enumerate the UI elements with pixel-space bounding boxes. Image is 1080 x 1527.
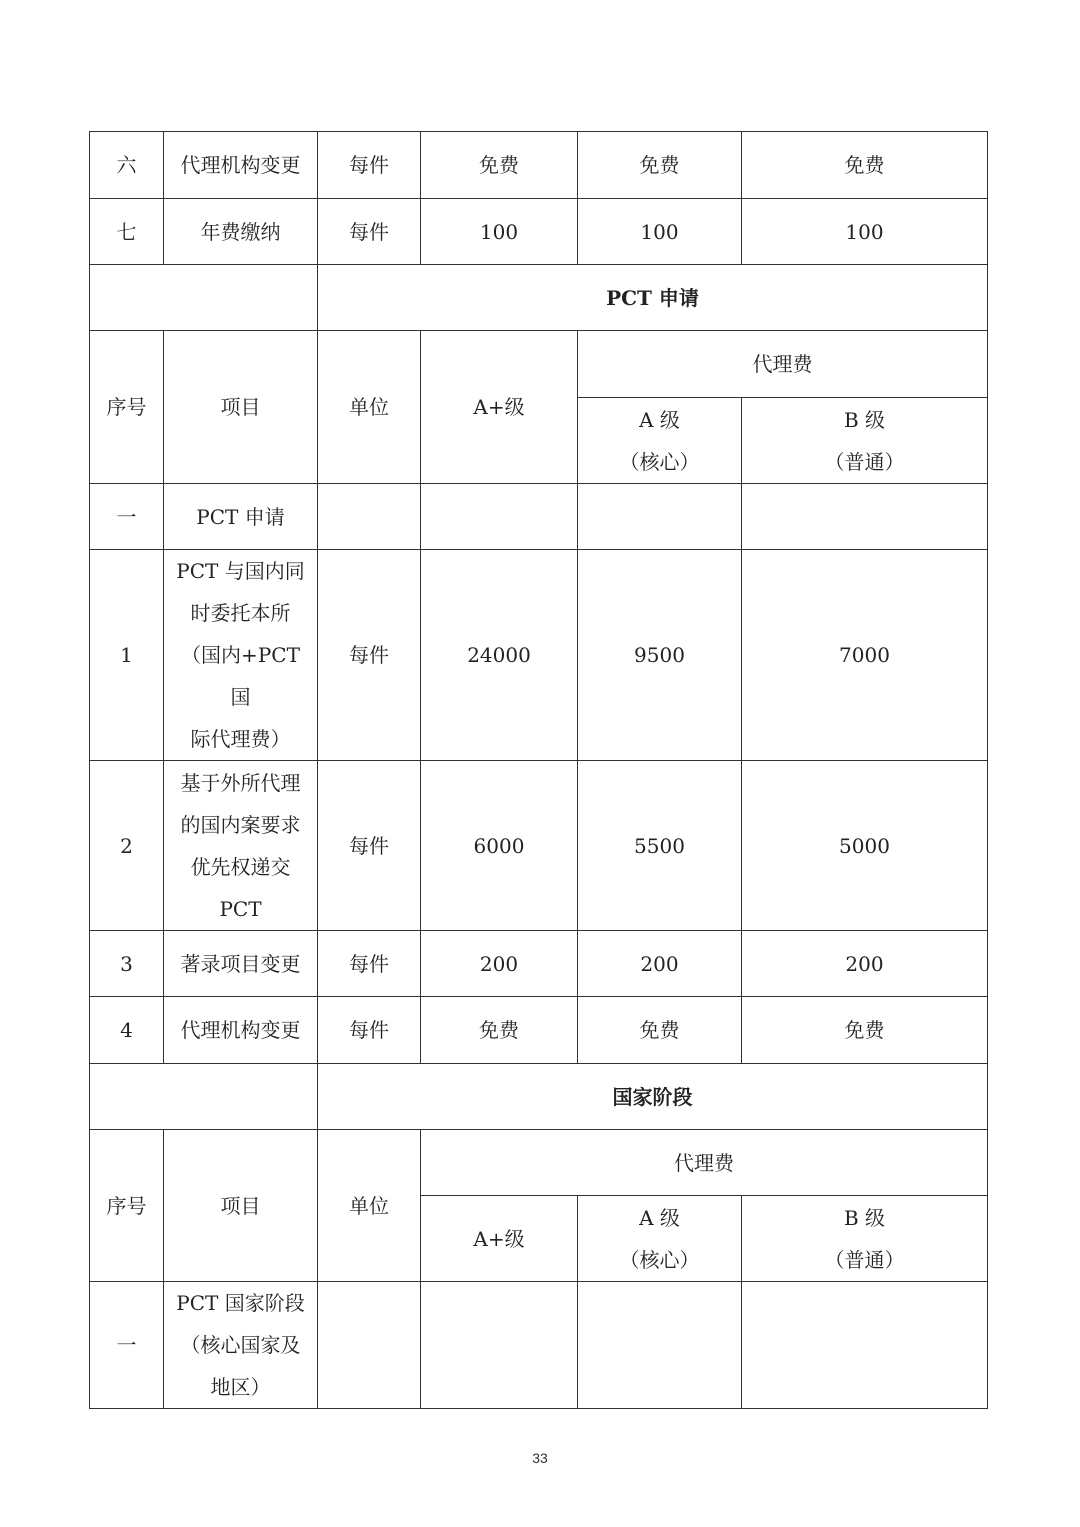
blank-cell — [318, 484, 421, 550]
blank-cell — [421, 1282, 578, 1409]
group-number: 一 — [90, 484, 164, 550]
row-item-line: 时委托本所 — [190, 601, 291, 625]
row-item-line: （国内+PCT 国 — [181, 643, 300, 709]
group-row — [90, 1282, 988, 1409]
row-fee-a-plus: 免费 — [421, 132, 578, 199]
row-number: 七 — [90, 199, 164, 265]
header-unit: 单位 — [318, 1130, 421, 1282]
header-a-plus: A+级 — [421, 331, 578, 484]
row-fee-a: 200 — [578, 931, 742, 997]
fee-table — [89, 131, 988, 1409]
row-number: 1 — [90, 550, 164, 761]
table-row — [90, 997, 988, 1064]
group-item — [164, 1282, 318, 1409]
blank-cell — [742, 484, 988, 550]
header-unit: 单位 — [318, 331, 421, 484]
row-item-line: 的国内案要求 — [180, 812, 301, 837]
header-b-line1: B 级 — [843, 1205, 886, 1230]
header-a-line1: A 级 — [639, 1205, 680, 1230]
header-row — [90, 1130, 988, 1196]
table-row — [90, 132, 988, 199]
row-number: 4 — [90, 997, 164, 1064]
blank-cell — [90, 265, 318, 331]
row-number: 六 — [90, 132, 164, 199]
row-fee-a-plus: 6000 — [421, 761, 578, 931]
blank-cell — [742, 1282, 988, 1409]
header-number: 序号 — [90, 1130, 164, 1282]
section-title-row — [90, 265, 988, 331]
row-fee-b: 免费 — [742, 132, 988, 199]
row-fee-b: 200 — [742, 931, 988, 997]
row-item: 代理机构变更 — [164, 997, 318, 1064]
row-item: 年费缴纳 — [164, 199, 318, 265]
header-b — [742, 398, 988, 484]
blank-cell — [578, 484, 742, 550]
header-a-line1: A 级 — [639, 407, 680, 432]
row-fee-a: 9500 — [578, 550, 742, 761]
table-row — [90, 550, 988, 761]
row-fee-b: 7000 — [742, 550, 988, 761]
row-item-line: 基于外所代理 — [180, 770, 301, 795]
row-item-line: PCT 与国内同 — [176, 559, 305, 583]
table-row — [90, 199, 988, 265]
blank-cell — [578, 1282, 742, 1409]
row-unit: 每件 — [318, 550, 421, 761]
row-item-line: 际代理费） — [190, 727, 291, 751]
row-fee-b: 免费 — [742, 997, 988, 1064]
header-a — [578, 398, 742, 484]
group-item-line: （核心国家及 — [180, 1333, 301, 1357]
row-item-line: 优先权递交 — [190, 854, 291, 879]
row-item-line: PCT — [219, 896, 262, 921]
header-b-line2: （普通） — [824, 1247, 905, 1272]
header-b — [742, 1196, 988, 1282]
group-item-line: 地区） — [210, 1375, 271, 1399]
header-a-line2: （核心） — [619, 1247, 700, 1272]
group-row — [90, 484, 988, 550]
row-unit: 每件 — [318, 931, 421, 997]
header-fee: 代理费 — [421, 1130, 988, 1196]
group-number: 一 — [90, 1282, 164, 1409]
header-a-plus: A+级 — [421, 1196, 578, 1282]
row-item: 著录项目变更 — [164, 931, 318, 997]
row-fee-a: 5500 — [578, 761, 742, 931]
row-fee-a: 免费 — [578, 132, 742, 199]
row-unit: 每件 — [318, 997, 421, 1064]
row-fee-a-plus: 24000 — [421, 550, 578, 761]
row-number: 3 — [90, 931, 164, 997]
header-number: 序号 — [90, 331, 164, 484]
section-title-row — [90, 1064, 988, 1130]
group-item: PCT 申请 — [164, 484, 318, 550]
header-item: 项目 — [164, 331, 318, 484]
row-fee-a-plus: 免费 — [421, 997, 578, 1064]
section-title-pct: PCT 申请 — [318, 265, 988, 331]
table-row — [90, 931, 988, 997]
header-row — [90, 331, 988, 398]
row-number: 2 — [90, 761, 164, 931]
row-unit: 每件 — [318, 132, 421, 199]
blank-cell — [318, 1282, 421, 1409]
row-fee-b: 100 — [742, 199, 988, 265]
row-fee-a: 100 — [578, 199, 742, 265]
blank-cell — [421, 484, 578, 550]
row-item: 代理机构变更 — [164, 132, 318, 199]
header-fee: 代理费 — [578, 331, 988, 398]
row-unit: 每件 — [318, 761, 421, 931]
header-a — [578, 1196, 742, 1282]
row-fee-a-plus: 100 — [421, 199, 578, 265]
row-item — [164, 761, 318, 931]
row-fee-b: 5000 — [742, 761, 988, 931]
page-number: 33 — [532, 1450, 548, 1466]
section-title-national: 国家阶段 — [318, 1064, 988, 1130]
header-a-line2: （核心） — [619, 449, 700, 474]
group-item-line: PCT 国家阶段 — [176, 1291, 305, 1315]
table-row — [90, 761, 988, 931]
row-fee-a: 免费 — [578, 997, 742, 1064]
header-b-line2: （普通） — [824, 449, 905, 474]
row-fee-a-plus: 200 — [421, 931, 578, 997]
row-unit: 每件 — [318, 199, 421, 265]
header-b-line1: B 级 — [843, 407, 886, 432]
row-item — [164, 550, 318, 761]
header-item: 项目 — [164, 1130, 318, 1282]
blank-cell — [90, 1064, 318, 1130]
